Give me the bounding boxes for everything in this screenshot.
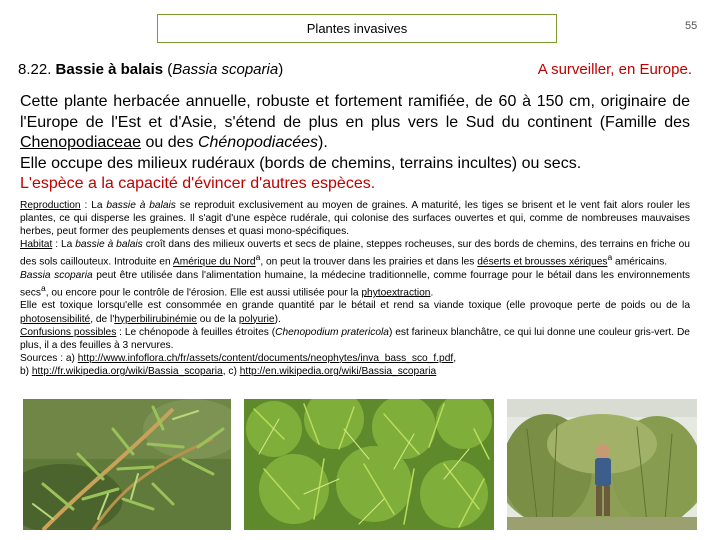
reproduction-label: Reproduction: [20, 200, 81, 211]
lead-paragraph: [20, 92, 690, 195]
status-note: A surveiller, en Europe.: [537, 61, 692, 78]
body-text: , ou encore pour le contrôle de l'érosion. Elle est aussi utilisée pour la: [45, 287, 362, 299]
species-name: bassie à balais: [106, 200, 176, 211]
body-text: Sources : a): [20, 352, 78, 364]
lead-text: Cette plante herbacée annuelle, robuste et fortement ramifiée, de 60 à 150 cm, originaire de l'Europe de l'Est et d'Asie, s'étend de plus en plus vers le Sud du continent (Famille des: [20, 93, 690, 131]
wikipedia-fr-link[interactable]: http://fr.wikipedia.org/wiki/Bassia_scoparia: [31, 365, 223, 377]
body-text: ) est farineux blanchâtre, ce qui lui donne une couleur gris-vert. De plus, il a des feuilles à 3 nervures.: [20, 326, 690, 351]
person-with-tall-plants-photo: [507, 399, 697, 530]
habitat-label: Habitat: [20, 239, 53, 251]
section-heading: 8.22. Bassie à balais (Bassia scoparia): [18, 61, 284, 78]
footnote-ref: a: [255, 252, 261, 263]
wikipedia-en-link[interactable]: http://en.wikipedia.org/wiki/Bassia_scoparia: [239, 365, 437, 377]
body-text: ,: [453, 352, 457, 364]
footnote-ref: a: [607, 252, 613, 263]
body-text: b): [20, 365, 32, 377]
toxicity-paragraph: [20, 299, 690, 325]
north-america-link[interactable]: Amérique du Nord: [172, 256, 256, 268]
family-link[interactable]: Chenopodiaceae: [20, 134, 141, 151]
body-text: ).: [274, 313, 281, 325]
page-number: 55: [685, 20, 698, 32]
photosensitivity-link[interactable]: photosensibilité: [20, 313, 91, 325]
body-text: Elle est toxique lorsqu'elle est consommée en grande quantité par le bétail et rend sa viande toxique (elle provoque perte de poids ou de la: [20, 300, 690, 312]
phytoextraction-link[interactable]: phytoextraction: [361, 287, 431, 299]
common-name: Bassie à balais: [55, 61, 164, 78]
stem-closeup-photo: [23, 399, 231, 530]
body-text: ou de la: [196, 313, 239, 325]
footnote-ref: a: [40, 282, 46, 293]
body-text: .: [430, 287, 434, 299]
habitat-summary: Elle occupe des milieux rudéraux (bords de chemins, terrains incultes) ou secs.: [20, 154, 582, 172]
body-text: : La: [80, 200, 107, 211]
body-text: peut être utilisée dans l'alimentation humaine, la médecine traditionnelle, comme fourrage pour le bétail dans les environnements secs: [20, 269, 691, 299]
body-text: , c): [222, 365, 240, 377]
species-name: Chenopodium pratericola: [275, 326, 389, 338]
body-text: se reproduit exclusivement au moyen de graines. A maturité, les tiges se brisent et le vent fait alors rouler les plantes, ce qui disperse les graines. Il s'agit d'une espèce rudérale, qui colonise des surfaces ouvertes et qui, comme de nombreuses mauvaises herbes, peut former des peuplements denses et quasi mono-spécifiques.: [20, 200, 690, 238]
lead-text: ou des: [141, 134, 198, 151]
header-box: [157, 14, 557, 43]
bushy-plant-photo: [244, 399, 494, 530]
details-text: [20, 199, 690, 378]
polyuria-link[interactable]: polyurie: [238, 313, 275, 325]
reproduction-paragraph: [20, 199, 690, 238]
body-text: croît dans des milieux ouverts et secs de plaine, steppes rocheuses, sur des bords de chemins, des terrains en friche ou des sols caillouteux. Introduite en: [20, 239, 690, 268]
body-text: , de l': [90, 313, 115, 325]
body-text: : Le chénopode à feuilles étroites (: [116, 326, 276, 338]
body-text: américains.: [612, 256, 668, 268]
body-text: : La: [52, 239, 76, 251]
infoflora-link[interactable]: http://www.infoflora.ch/fr/assets/content/documents/neophytes/inva_bass_sco_f.pdf: [77, 352, 454, 364]
uses-paragraph: [20, 269, 690, 300]
family-french: Chénopodiacées: [197, 134, 319, 151]
species-name: Bassia scoparia: [20, 269, 93, 281]
competition-note: L'espèce a la capacité d'évincer d'autres espèces.: [20, 175, 376, 192]
sources-line-1: [20, 352, 690, 365]
confusions-paragraph: [20, 326, 690, 352]
sources-line-2: [20, 365, 690, 378]
header-title: Plantes invasives: [306, 21, 408, 36]
confusions-label: Confusions possibles: [20, 326, 117, 338]
species-name: bassie à balais: [75, 239, 143, 251]
scientific-name: Bassia scoparia: [172, 61, 279, 78]
hyperbilirubinemia-link[interactable]: hyperbilirubinémie: [114, 313, 197, 325]
section-number: 8.22.: [18, 61, 52, 78]
xeric-deserts-link[interactable]: déserts et brousses xériques: [477, 256, 608, 268]
body-text: , on peut la trouver dans les prairies et dans les: [260, 256, 478, 268]
habitat-paragraph: [20, 238, 690, 269]
lead-text: ).: [318, 134, 328, 151]
